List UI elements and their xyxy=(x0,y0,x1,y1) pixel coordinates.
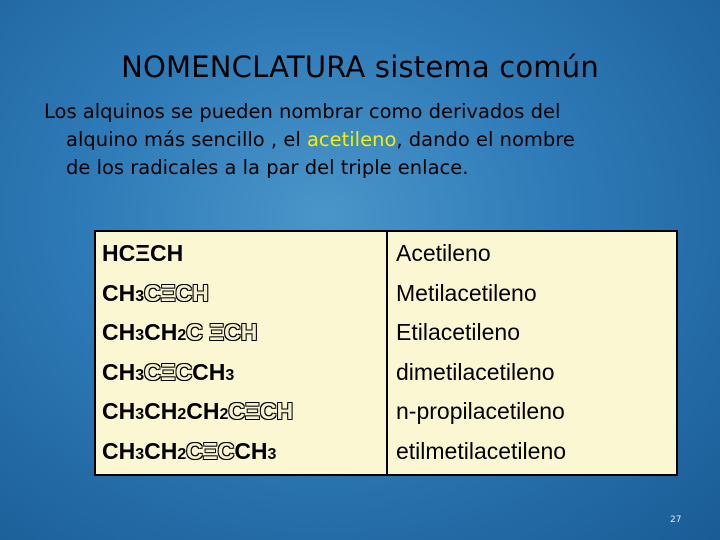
formula-subscript: 2 xyxy=(177,406,187,423)
formula-subscript: 3 xyxy=(135,327,145,344)
formula-row xyxy=(102,396,386,436)
acetileno-highlight: acetileno xyxy=(306,128,397,151)
formula-row xyxy=(102,238,386,278)
formula-subscript: 3 xyxy=(135,406,145,423)
formula-subscript: 2 xyxy=(177,445,187,463)
formula-column xyxy=(96,232,388,474)
formula-part: CH xyxy=(102,358,136,385)
formula-part: CH xyxy=(102,398,136,424)
formula-part: CH xyxy=(144,319,178,345)
page-number: 27 xyxy=(670,515,682,525)
name-column xyxy=(388,232,676,474)
triple-bond-group: C ΞCH xyxy=(186,319,258,345)
formula-part: CH xyxy=(144,437,178,464)
compound-name: etilmetilacetileno xyxy=(396,437,567,464)
formula-row xyxy=(102,436,386,476)
intro-line-2 xyxy=(44,126,684,154)
intro-line-2-start: alquino más sencillo , el xyxy=(66,128,307,151)
formula-subscript: 3 xyxy=(135,287,145,305)
slide-title: NOMENCLATURA sistema común xyxy=(121,50,599,84)
formula-part: CH xyxy=(102,437,136,464)
formula-part: CH xyxy=(186,398,220,424)
compound-name: Acetileno xyxy=(396,240,491,266)
formula-subscript: 3 xyxy=(135,445,145,463)
intro-line-3: de los radicales a la par del triple enlace. xyxy=(66,156,469,179)
formula-row xyxy=(102,317,386,357)
compound-name: n-propilacetileno xyxy=(396,398,565,424)
formula-subscript: 3 xyxy=(225,366,235,384)
intro-line-1: Los alquinos se pueden nombrar como derivados del xyxy=(44,100,561,123)
triple-bond-group: CΞC xyxy=(144,358,193,385)
nomenclature-table xyxy=(94,230,678,476)
formula-part: CH xyxy=(102,279,136,306)
formula-part: CH xyxy=(192,358,226,385)
compound-name: Metilacetileno xyxy=(396,279,537,306)
formula-part: CH xyxy=(144,398,178,424)
intro-paragraph xyxy=(44,98,684,182)
compound-name: Etilacetileno xyxy=(396,319,521,345)
formula-subscript: 3 xyxy=(267,445,277,463)
formula-part: CH xyxy=(234,437,268,464)
formula-subscript: 3 xyxy=(135,366,145,384)
formula-part: CH xyxy=(102,319,136,345)
triple-bond-group: CΞCH xyxy=(144,279,209,306)
formula-row xyxy=(102,278,386,318)
intro-line-2-end: , dando el nombre xyxy=(396,128,575,151)
formula-subscript: 2 xyxy=(177,327,187,344)
formula-subscript: 2 xyxy=(219,406,229,423)
formula-row xyxy=(102,357,386,397)
compound-name: dimetilacetileno xyxy=(396,358,555,385)
triple-bond-group: CΞC xyxy=(186,437,235,464)
triple-bond-group: CΞCH xyxy=(228,398,294,424)
formula-part: HCΞCH xyxy=(102,240,184,266)
